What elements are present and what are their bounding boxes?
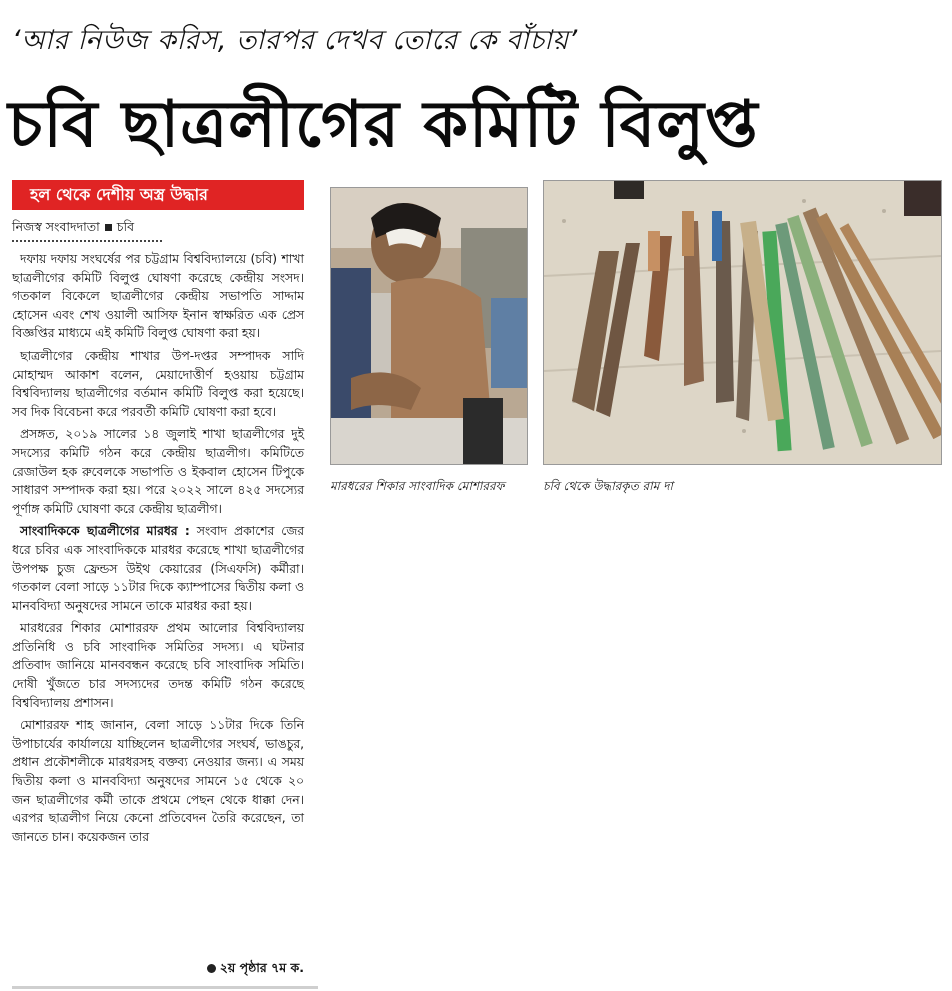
subheadline-banner: হল থেকে দেশীয় অস্ত্র উদ্ধার	[12, 180, 304, 210]
weapons-photo	[543, 180, 942, 465]
paragraph-lead-in: সাংবাদিককে ছাত্রলীগের মারধর :	[20, 524, 190, 539]
article-paragraph: মোশাররফ শাহ জানান, বেলা সাড়ে ১১টার দিকে তিনি উপাচার্যের কার্যালয়ে যাচ্ছিলেন ছাত্রলীগের সংঘর্ষ, ভাঙচুর, প্রধান প্রকৌশলীকে মারধরসহ বক্তব্য নেওয়ার জন্য। এ সময় দ্বিতীয় কলা ও মানববিদ্যা অনুষদের সামনে ১৫ থেকে ২০ জন ছাত্রলীগের কর্মী তাকে প্রথমে পেছন থেকে ধাক্কা দেন। এরপর ছাত্রলীগ নিয়ে কেনো প্রতিবেদন তৈরি করেছেন, তা জানতে চান। কয়েকজন তার	[12, 718, 304, 844]
paragraph-text: সংবাদ প্রকাশের জের ধরে চবির এক সাংবাদিককে মারধর করেছে শাখা ছাত্রলীগের উপপক্ষ চুজ ফ্রেন্ডস উইথ কেয়ারের (সিএফসি) কর্মীরা। গতকাল বেলা সাড়ে ১১টার দিকে ক্যাম্পাসের দ্বিতীয় কলা ও মানববিদ্যা অনুষদের সামনে তাকে মারধর করা হয়।	[12, 524, 304, 613]
page-headline: চবি ছাত্রলীগের কমিটি বিলুপ্ত	[8, 88, 759, 162]
continuation-note[interactable]	[12, 960, 304, 980]
article-paragraph: মারধরের শিকার মোশাররফ প্রথম আলোর বিশ্ববিদ্যালয় প্রতিনিধি ও চবি সাংবাদিক সমিতির সদস্য। এ ঘটনার প্রতিবাদ জানিয়ে মানববন্ধন করেছে চবি সাংবাদিক সমিতি। দোষী খুঁজতে চার সদস্যদের তদন্ত কমিটি গঠন করেছে বিশ্ববিদ্যালয় প্রশাসন।	[12, 621, 304, 710]
headline-kicker: ‘আর নিউজ করিস, তারপর দেখব তোরে কে বাঁচায়’	[12, 25, 578, 56]
byline	[12, 219, 134, 239]
article-paragraph: ছাত্রলীগের কেন্দ্রীয় শাখার উপ-দপ্তর সম্পাদক সাদি মোহাম্মদ আকাশ বলেন, মেয়াদোত্তীর্ণ হওয়ায় চট্টগ্রাম বিশ্ববিদ্যালয় ছাত্রলীগের বর্তমান কমিটি বিলুপ্ত করা হয়েছে। সব দিক বিবেচনা করে পরবর্তী কমিটি ঘোষণা করা হবে।	[12, 348, 304, 419]
journalist-photo-image	[331, 188, 527, 464]
photo-caption-journalist: মারধরের শিকার সাংবাদিক মোশাররফ	[330, 479, 505, 493]
article-paragraph: প্রসঙ্গত, ২০১৯ সালের ১৪ জুলাই শাখা ছাত্রলীগের দুই সদস্যের কমিটি গঠন করে কেন্দ্রীয় ছাত্রলীগ। কমিটিতে রেজাউল হক রুবেলকে সভাপতি ও ইকবাল হোসেন টিপুকে সাধারণ সম্পাদক করা হয়। পরে ২০২২ সালে ৪২৫ সদস্যের পূর্ণাঙ্গ কমিটি ঘোষণা করে কেন্দ্রীয় ছাত্রলীগ।	[12, 427, 304, 516]
bullet-icon	[207, 964, 216, 973]
square-bullet-icon	[105, 224, 112, 231]
photo-caption-weapons: চবি থেকে উদ্ধারকৃত রাম দা	[543, 479, 673, 493]
article-paragraph: দফায় দফায় সংঘর্ষের পর চট্টগ্রাম বিশ্ববিদ্যালয়ে (চবি) শাখা ছাত্রলীগের কমিটি বিলুপ্ত ঘোষণা করেছে কেন্দ্রীয় সংসদ। গতকাল বিকেলে ছাত্রলীগের কেন্দ্রীয় সভাপতি সাদ্দাম হোসেন এবং শেখ ওয়ালী আসিফ ইনান স্বাক্ষরিত এক প্রেস বিজ্ঞপ্তির মাধ্যমে এই কমিটি বিলুপ্ত ঘোষণা করা হয়।	[12, 252, 304, 341]
dotted-divider	[12, 240, 162, 242]
footer-rule	[12, 986, 318, 989]
article-body	[12, 250, 304, 850]
article-paragraph	[12, 522, 304, 615]
byline-reporter: নিজস্ব সংবাদদাতা	[12, 219, 100, 234]
journalist-photo	[330, 187, 528, 465]
byline-place: চবি	[116, 219, 135, 234]
continuation-text: ২য় পৃষ্ঠার ৭ম ক.	[219, 960, 304, 975]
weapons-photo-image	[544, 181, 941, 464]
